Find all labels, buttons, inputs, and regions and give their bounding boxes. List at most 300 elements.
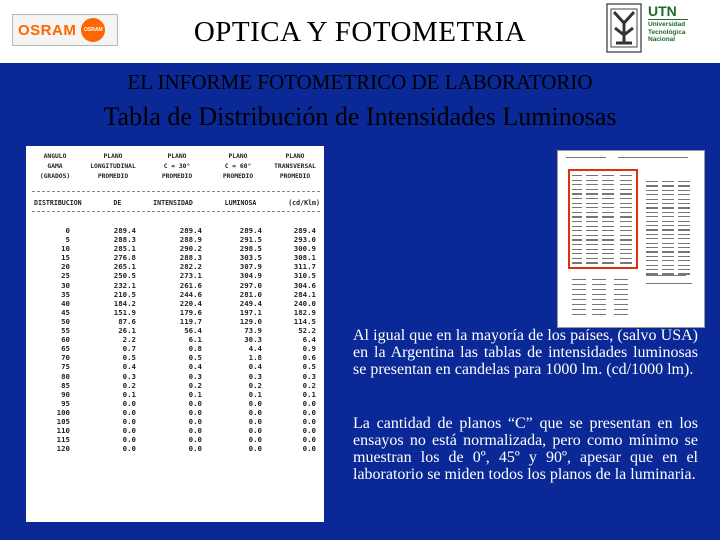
header-line: PROMEDIO xyxy=(97,173,129,180)
table-cell: 289.4 xyxy=(179,226,202,235)
table-row xyxy=(26,435,324,444)
table-row xyxy=(26,262,324,271)
thumbnail-line xyxy=(678,181,690,182)
osram-logo-text: OSRAM xyxy=(18,21,77,39)
table-cell: 0.2 xyxy=(188,380,202,390)
table-row xyxy=(26,244,324,253)
table-row xyxy=(26,299,324,308)
table-cell: 0.0 xyxy=(122,444,136,454)
table-cell: 0.0 xyxy=(248,407,262,417)
thumbnail-line xyxy=(662,238,674,239)
thumbnail-line xyxy=(620,216,632,217)
table-cell: 73.9 xyxy=(244,326,262,336)
thumbnail-line xyxy=(620,221,632,222)
table-row xyxy=(26,326,324,335)
thumbnail-line xyxy=(662,229,674,230)
thumbnail-line xyxy=(620,198,632,199)
table-cell: 0.0 xyxy=(248,444,262,454)
thumbnail-line xyxy=(592,294,606,295)
osram-circle-text: OSRAM xyxy=(84,27,103,33)
table-cell: 289.4 xyxy=(239,226,262,235)
thumbnail-line xyxy=(572,198,582,199)
thumbnail-line xyxy=(592,304,606,305)
table-row xyxy=(26,444,324,453)
table-cell: 289.4 xyxy=(293,226,316,235)
table-cell: 0.0 xyxy=(122,426,136,436)
thumbnail-line xyxy=(646,247,658,248)
table-cell: 100 xyxy=(56,407,70,417)
thumbnail-line xyxy=(572,249,582,250)
thumbnail-line xyxy=(614,314,628,315)
table-cell: 261.6 xyxy=(179,280,202,290)
table-cell: 0.3 xyxy=(302,371,316,381)
thumbnail-line xyxy=(646,283,692,284)
body-paragraph-1: Al igual que en la mayoría de los países, (salvo USA) en la Argentina las tablas de intensidades luminosas se presentan en candelas para 1000 lm. (cd/1000 lm). xyxy=(353,327,698,378)
table-row xyxy=(26,226,324,235)
table-cell: 273.1 xyxy=(179,271,202,281)
thumbnail-line xyxy=(586,212,598,213)
thumbnail-line xyxy=(572,262,582,263)
table-cell: 25 xyxy=(61,271,70,281)
table-cell: 0.1 xyxy=(122,389,136,399)
table-cell: 60 xyxy=(61,335,70,345)
table-cell: 4.4 xyxy=(248,344,262,354)
thumbnail-line xyxy=(586,262,598,263)
table-cell: 0.0 xyxy=(248,426,262,436)
table-cell: 220.4 xyxy=(179,298,202,308)
utn-divider xyxy=(648,19,688,20)
thumbnail-line xyxy=(592,279,606,280)
table-row xyxy=(26,290,324,299)
thumbnail-line xyxy=(678,256,690,257)
table-cell: 276.8 xyxy=(113,253,136,263)
thumbnail-line xyxy=(572,314,586,315)
thumbnail-line xyxy=(678,247,690,248)
utn-logo xyxy=(606,3,710,53)
table-cell: 297.0 xyxy=(239,280,262,290)
thumbnail-line xyxy=(572,258,582,259)
thumbnail-line xyxy=(572,304,586,305)
thumbnail-line xyxy=(678,203,690,204)
table-cell: 307.9 xyxy=(239,262,262,272)
thumbnail-line xyxy=(602,230,614,231)
table-cell: 115 xyxy=(56,435,70,445)
thumbnail-line xyxy=(646,238,658,239)
table-cell: 40 xyxy=(61,298,70,308)
table-cell: 6.4 xyxy=(302,335,316,345)
table-cell: 182.9 xyxy=(293,307,316,317)
table-row xyxy=(26,235,324,244)
table-cell: 0.1 xyxy=(188,389,202,399)
header-line: PLANO xyxy=(228,153,248,160)
thumbnail-line xyxy=(602,212,614,213)
table-cell: 0.0 xyxy=(188,435,202,445)
table-cell: 300.9 xyxy=(293,244,316,254)
thumbnail-line xyxy=(586,230,598,231)
table-cell: 120 xyxy=(56,444,70,454)
table-row xyxy=(26,271,324,280)
thumbnail-line xyxy=(572,244,582,245)
table-cell: 179.6 xyxy=(179,307,202,317)
thumbnail-line xyxy=(592,284,606,285)
thumbnail-line xyxy=(662,247,674,248)
thumbnail-line xyxy=(602,239,614,240)
thumbnail-line xyxy=(646,275,686,276)
table-cell: 290.2 xyxy=(179,244,202,254)
thumbnail-line xyxy=(572,309,586,310)
thumbnail-line xyxy=(586,253,598,254)
thumbnail-line xyxy=(586,180,598,181)
thumbnail-line xyxy=(620,244,632,245)
table-cell: 0.0 xyxy=(302,398,316,408)
table-cell: 45 xyxy=(61,307,70,317)
thumbnail-line xyxy=(586,258,598,259)
thumbnail-line xyxy=(586,198,598,199)
thumbnail-line xyxy=(586,184,598,185)
thumbnail-line xyxy=(592,314,606,315)
thumbnail-line xyxy=(586,221,598,222)
table-cell: 0.5 xyxy=(302,362,316,372)
thumbnail-line xyxy=(662,181,674,182)
utn-sub-line: Tecnológica xyxy=(648,28,686,36)
thumbnail-line xyxy=(646,185,658,186)
table-header-transversal xyxy=(266,152,324,182)
thumbnail-line xyxy=(614,289,628,290)
table-cell: 0.2 xyxy=(302,380,316,390)
table-row xyxy=(26,390,324,399)
thumbnail-line xyxy=(572,193,582,194)
table-cell: 0.4 xyxy=(122,362,136,372)
table-row xyxy=(26,344,324,353)
thumbnail-line xyxy=(572,226,582,227)
table-cell: 0.0 xyxy=(302,435,316,445)
caption-word: (cd/Klm) xyxy=(288,199,320,207)
table-cell: 0.4 xyxy=(188,362,202,372)
thumbnail-line xyxy=(620,207,632,208)
thumbnail-line xyxy=(614,304,628,305)
thumbnail-line xyxy=(572,184,582,185)
thumbnail-line xyxy=(602,198,614,199)
thumbnail-line xyxy=(662,243,674,244)
table-cell: 0.0 xyxy=(188,416,202,426)
thumbnail-line xyxy=(678,234,690,235)
thumbnail-line xyxy=(662,199,674,200)
thumbnail-line xyxy=(620,249,632,250)
table-cell: 110 xyxy=(56,426,70,436)
thumbnail-line xyxy=(602,244,614,245)
table-cell: 291.5 xyxy=(239,235,262,245)
thumbnail-line xyxy=(646,190,658,191)
table-cell: 0.0 xyxy=(188,444,202,454)
table-cell: 289.4 xyxy=(113,226,136,235)
header-line: PROMEDIO xyxy=(279,173,311,180)
thumbnail-line xyxy=(678,225,690,226)
thumbnail-line xyxy=(572,239,582,240)
table-body xyxy=(26,226,324,453)
utn-logo-subtitle xyxy=(648,21,685,44)
thumbnail-line xyxy=(646,234,658,235)
table-row xyxy=(26,362,324,371)
thumbnail-line xyxy=(586,244,598,245)
table-cell: 240.0 xyxy=(293,298,316,308)
thumbnail-line xyxy=(602,258,614,259)
thumbnail-line xyxy=(678,185,690,186)
header-line: C = 30° xyxy=(163,163,191,170)
caption-word: LUMINOSA xyxy=(224,199,257,207)
table-cell: 288.9 xyxy=(179,235,202,245)
table-row xyxy=(26,335,324,344)
thumbnail-line xyxy=(662,212,674,213)
thumbnail-line xyxy=(614,279,628,280)
thumbnail-line xyxy=(572,175,582,176)
thumbnail-line xyxy=(566,157,606,158)
thumbnail-line xyxy=(572,221,582,222)
thumbnail-line xyxy=(620,258,632,259)
section-heading: Tabla de Distribución de Intensidades Luminosas xyxy=(103,102,617,131)
table-cell: 0.0 xyxy=(122,435,136,445)
thumbnail-line xyxy=(602,216,614,217)
report-thumbnail xyxy=(557,150,705,328)
table-cell: 0.2 xyxy=(248,380,262,390)
table-cell: 250.5 xyxy=(113,271,136,281)
table-header-c30 xyxy=(148,152,206,182)
table-cell: 80 xyxy=(61,371,70,381)
thumbnail-line xyxy=(572,189,582,190)
table-cell: 151.9 xyxy=(113,307,136,317)
caption-word: DE xyxy=(113,199,122,207)
thumbnail-line xyxy=(602,226,614,227)
header-line: ANGULO xyxy=(43,153,67,160)
header-line: TRANSVERSAL xyxy=(274,163,316,170)
thumbnail-line xyxy=(618,157,688,158)
thumbnail-line xyxy=(620,226,632,227)
header-line: PLANO xyxy=(285,153,305,160)
osram-logo xyxy=(12,14,118,46)
thumbnail-line xyxy=(592,299,606,300)
distribution-caption xyxy=(34,199,320,207)
thumbnail-line xyxy=(572,284,586,285)
thumbnail-line xyxy=(646,269,658,270)
table-cell: 0.0 xyxy=(122,416,136,426)
thumbnail-line xyxy=(678,260,690,261)
thumbnail-line xyxy=(620,180,632,181)
thumbnail-line xyxy=(620,230,632,231)
table-cell: 55 xyxy=(61,326,70,336)
header-line: PROMEDIO xyxy=(222,173,254,180)
thumbnail-line xyxy=(662,207,674,208)
thumbnail-line xyxy=(646,216,658,217)
thumbnail-line xyxy=(620,189,632,190)
table-cell: 304.6 xyxy=(293,280,316,290)
table-cell: 114.5 xyxy=(293,316,316,326)
thumbnail-line xyxy=(602,175,614,176)
header-line: C = 60° xyxy=(224,163,252,170)
thumbnail-line xyxy=(678,190,690,191)
thumbnail-line xyxy=(572,212,582,213)
table-header-longitudinal xyxy=(82,152,144,182)
table-cell: 0.3 xyxy=(188,371,202,381)
thumbnail-line xyxy=(572,203,582,204)
thumbnail-line xyxy=(602,262,614,263)
thumbnail-line xyxy=(678,199,690,200)
thumbnail-line xyxy=(592,309,606,310)
table-cell: 5 xyxy=(65,235,70,245)
table-cell: 284.1 xyxy=(293,289,316,299)
table-cell: 244.6 xyxy=(179,289,202,299)
table-cell: 70 xyxy=(61,353,70,363)
table-cell: 0.0 xyxy=(302,416,316,426)
thumbnail-line xyxy=(572,235,582,236)
thumbnail-line xyxy=(646,225,658,226)
table-cell: 308.1 xyxy=(293,253,316,263)
thumbnail-line xyxy=(662,185,674,186)
thumbnail-line xyxy=(678,221,690,222)
header-line: LONGITUDINAL xyxy=(90,163,136,170)
thumbnail-line xyxy=(572,216,582,217)
thumbnail-line xyxy=(646,229,658,230)
thumbnail-line xyxy=(646,199,658,200)
table-cell: 0.0 xyxy=(302,407,316,417)
thumbnail-line xyxy=(678,243,690,244)
table-cell: 0.0 xyxy=(188,398,202,408)
table-cell: 0.0 xyxy=(188,426,202,436)
header-bar xyxy=(0,0,720,63)
table-cell: 65 xyxy=(61,344,70,354)
table-row xyxy=(26,399,324,408)
thumbnail-line xyxy=(572,289,586,290)
thumbnail-line xyxy=(602,253,614,254)
table-cell: 0.5 xyxy=(122,353,136,363)
table-cell: 0.0 xyxy=(248,416,262,426)
thumbnail-line xyxy=(646,256,658,257)
intensity-table xyxy=(26,146,324,522)
thumbnail-line xyxy=(662,216,674,217)
table-cell: 0.5 xyxy=(188,353,202,363)
table-cell: 0.0 xyxy=(248,435,262,445)
utn-logo-text: UTN xyxy=(648,3,677,19)
thumbnail-line xyxy=(662,251,674,252)
thumbnail-line xyxy=(586,193,598,194)
table-cell: 310.5 xyxy=(293,271,316,281)
thumbnail-line xyxy=(620,239,632,240)
thumbnail-line xyxy=(572,299,586,300)
table-cell: 10 xyxy=(61,244,70,254)
thumbnail-line xyxy=(678,269,690,270)
thumbnail-line xyxy=(678,265,690,266)
table-cell: 50 xyxy=(61,316,70,326)
osram-circle-icon xyxy=(81,18,105,42)
table-cell: 265.1 xyxy=(113,262,136,272)
table-cell: 119.7 xyxy=(179,316,202,326)
table-row xyxy=(26,426,324,435)
thumbnail-line xyxy=(678,207,690,208)
thumbnail-line xyxy=(662,225,674,226)
thumbnail-line xyxy=(620,184,632,185)
thumbnail-line xyxy=(572,207,582,208)
thumbnail-line xyxy=(678,251,690,252)
thumbnail-line xyxy=(646,243,658,244)
table-cell: 0.0 xyxy=(248,398,262,408)
thumbnail-line xyxy=(678,238,690,239)
thumbnail-line xyxy=(646,265,658,266)
thumbnail-line xyxy=(678,194,690,195)
header-line: GAMA xyxy=(47,163,63,170)
table-cell: 288.3 xyxy=(179,253,202,263)
thumbnail-line xyxy=(646,221,658,222)
table-cell: 30.3 xyxy=(244,335,262,345)
table-cell: 197.1 xyxy=(239,307,262,317)
caption-word: DISTRIBUCION xyxy=(34,199,82,207)
thumbnail-line xyxy=(614,309,628,310)
thumbnail-line xyxy=(620,175,632,176)
table-cell: 15 xyxy=(61,253,70,263)
table-cell: 129.0 xyxy=(239,316,262,326)
thumbnail-line xyxy=(646,212,658,213)
caption-word: INTENSIDAD xyxy=(153,199,193,207)
header-line: PROMEDIO xyxy=(161,173,193,180)
thumbnail-line xyxy=(662,265,674,266)
table-cell: 184.2 xyxy=(113,298,136,308)
table-cell: 303.5 xyxy=(239,253,262,263)
table-cell: 0.0 xyxy=(302,444,316,454)
thumbnail-line xyxy=(602,189,614,190)
table-row xyxy=(26,408,324,417)
thumbnail-line xyxy=(620,212,632,213)
thumbnail-line xyxy=(646,203,658,204)
thumbnail-line xyxy=(586,189,598,190)
divider xyxy=(32,191,320,192)
thumbnail-line xyxy=(586,226,598,227)
thumbnail-line xyxy=(662,203,674,204)
thumbnail-line xyxy=(602,180,614,181)
table-cell: 0.0 xyxy=(188,407,202,417)
table-cell: 293.0 xyxy=(293,235,316,245)
thumbnail-line xyxy=(646,207,658,208)
table-cell: 304.9 xyxy=(239,271,262,281)
thumbnail-line xyxy=(572,279,586,280)
table-cell: 0.6 xyxy=(302,353,316,363)
table-cell: 105 xyxy=(56,416,70,426)
thumbnail-line xyxy=(646,260,658,261)
thumbnail-line xyxy=(662,269,674,270)
section-subtitle: EL INFORME FOTOMETRICO DE LABORATORIO xyxy=(127,70,593,94)
table-cell: 282.2 xyxy=(179,262,202,272)
table-cell: 249.4 xyxy=(239,298,262,308)
thumbnail-line xyxy=(678,216,690,217)
thumbnail-line xyxy=(586,235,598,236)
thumbnail-line xyxy=(572,294,586,295)
table-cell: 298.5 xyxy=(239,244,262,254)
thumbnail-line xyxy=(586,216,598,217)
thumbnail-line xyxy=(572,180,582,181)
thumbnail-line xyxy=(602,235,614,236)
table-cell: 35 xyxy=(61,289,70,299)
table-row xyxy=(26,281,324,290)
table-cell: 0.0 xyxy=(122,407,136,417)
table-cell: 0.3 xyxy=(122,371,136,381)
table-cell: 52.2 xyxy=(298,326,316,336)
utn-sub-line: Universidad xyxy=(648,21,686,28)
table-cell: 90 xyxy=(61,389,70,399)
thumbnail-line xyxy=(662,256,674,257)
thumbnail-line xyxy=(602,221,614,222)
thumbnail-line xyxy=(586,175,598,176)
utn-emblem-icon xyxy=(606,3,642,53)
table-cell: 0.8 xyxy=(188,344,202,354)
header-line: (GRADOS) xyxy=(39,173,71,180)
table-header-angle xyxy=(30,152,80,182)
table-cell: 281.0 xyxy=(239,289,262,299)
